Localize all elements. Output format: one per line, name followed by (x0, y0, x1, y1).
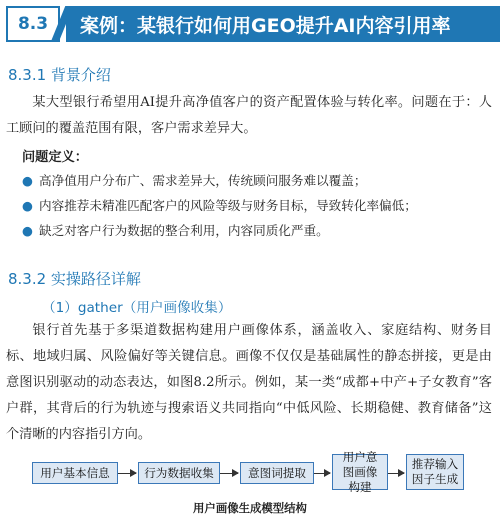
section-title: 案例：某银行如何用GEO提升AI内容引用率 (66, 6, 500, 42)
background-paragraph: 某大型银行希望用AI提升高净值客户的资产配置体验与转化率。问题在于：人工顾问的覆盖范围有限，客户需求差异大。 (6, 95, 492, 136)
step-heading-gather: （1）gather（用户画像收集） (42, 300, 232, 316)
subsection-heading-path: 8.3.2 实操路径详解 (8, 270, 141, 288)
arrow-icon (388, 473, 404, 474)
arrow-icon (314, 473, 330, 474)
section-number: 8.3 (6, 6, 60, 42)
diagram-node: 行为数据收集 (138, 462, 220, 484)
bullet-dot-icon: ● (22, 198, 33, 213)
bullet-item: ● 内容推荐未精准匹配客户的风险等级与财务目标，导致转化率偏低； (22, 198, 417, 213)
bullet-dot-icon: ● (22, 223, 33, 238)
diagram-node: 意图词提取 (240, 462, 314, 484)
diagram-node: 用户基本信息 (32, 462, 118, 484)
arrow-icon (118, 473, 136, 474)
diagram-caption: 用户画像生成模型结构 (193, 501, 307, 515)
arrow-icon (220, 473, 238, 474)
bullet-item: ● 缺乏对客户行为数据的整合利用，内容同质化严重。 (22, 223, 329, 238)
diagram-node: 推荐输入因子生成 (406, 454, 464, 490)
subsection-heading-background: 8.3.1 背景介绍 (8, 66, 111, 84)
definition-title: 问题定义： (22, 150, 88, 165)
gather-paragraph: 银行首先基于多渠道数据构建用户画像体系，涵盖收入、家庭结构、财务目标、地域归属、风险偏好等关键信息。画像不仅仅是基础属性的静态拼接，更是由意图识别驱动的动态表达，如图8.2所示。例如，某一类“成都+中产+子女教育”客户群，其背后的行为轨迹与搜索语义共同指向“中低风险、长期稳健、教育储备”这个清晰的内容指引方向。 (6, 323, 492, 442)
bullet-dot-icon: ● (22, 173, 33, 188)
bullet-item: ● 高净值用户分布广、需求差异大，传统顾问服务难以覆盖； (22, 173, 367, 188)
section-header (0, 0, 500, 44)
diagram-node: 用户意图画像构建 (332, 454, 388, 490)
